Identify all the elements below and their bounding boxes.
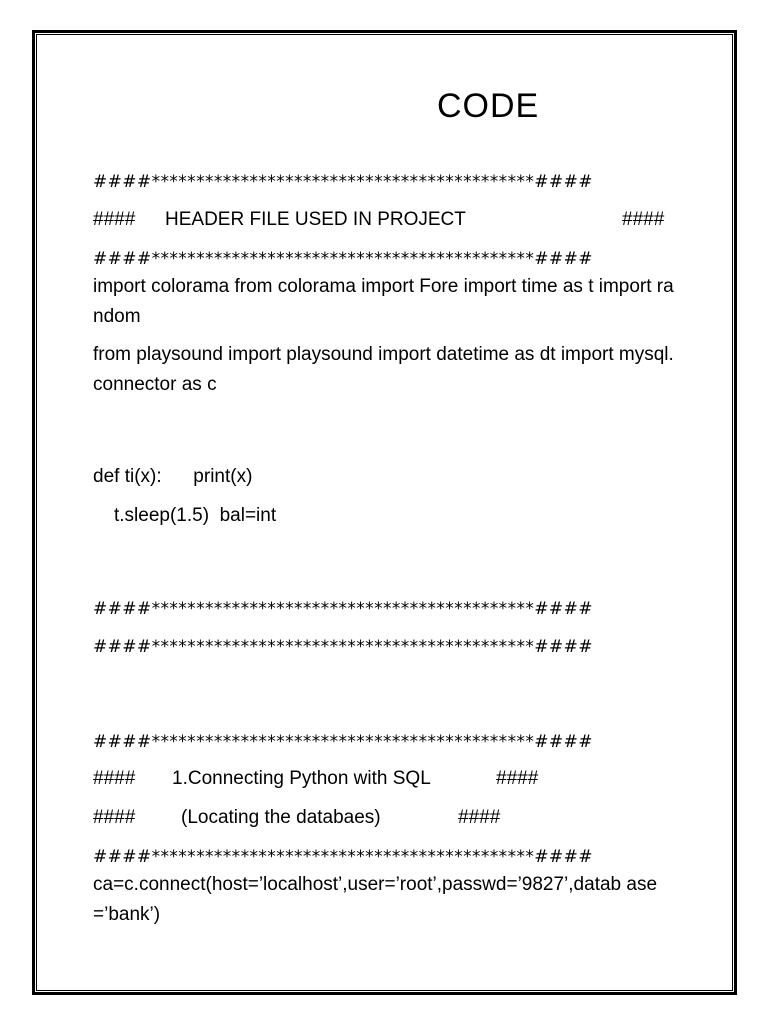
section-left-hashes: #### <box>93 768 136 789</box>
connect-line: ca=c.connect(host=’localhost’,user=’root’,passwd=’9827’,datab ase=’bank’) <box>93 874 658 925</box>
sleep-line: t.sleep(1.5) bal=int <box>114 505 277 526</box>
star-divider: ####*******************************************#### <box>93 732 593 752</box>
section-title: 1.Connecting Python with SQL <box>172 768 431 789</box>
star-divider: ####*******************************************#### <box>93 249 593 269</box>
star-divider: ####*******************************************#### <box>93 599 593 619</box>
import-lines-2: from playsound import playsound import datetime as dt import mysql.connector as c <box>93 344 674 395</box>
star-divider: ####*******************************************#### <box>93 172 593 192</box>
import-lines-1: import colorama from colorama import Fore import time as t import random <box>93 276 674 327</box>
section-sub-left-hashes: #### <box>93 807 136 828</box>
header-title: HEADER FILE USED IN PROJECT <box>165 209 466 230</box>
section-subtitle: (Locating the databaes) <box>181 807 381 828</box>
star-divider: ####*******************************************#### <box>93 847 593 867</box>
header-left-hashes: #### <box>93 209 136 230</box>
page-title: CODE <box>437 87 540 125</box>
star-divider: ####*******************************************#### <box>93 637 593 657</box>
section-right-hashes: #### <box>496 768 539 789</box>
header-right-hashes: #### <box>622 209 665 230</box>
section-sub-right-hashes: #### <box>458 807 501 828</box>
function-def-line: def ti(x): print(x) <box>93 466 253 487</box>
